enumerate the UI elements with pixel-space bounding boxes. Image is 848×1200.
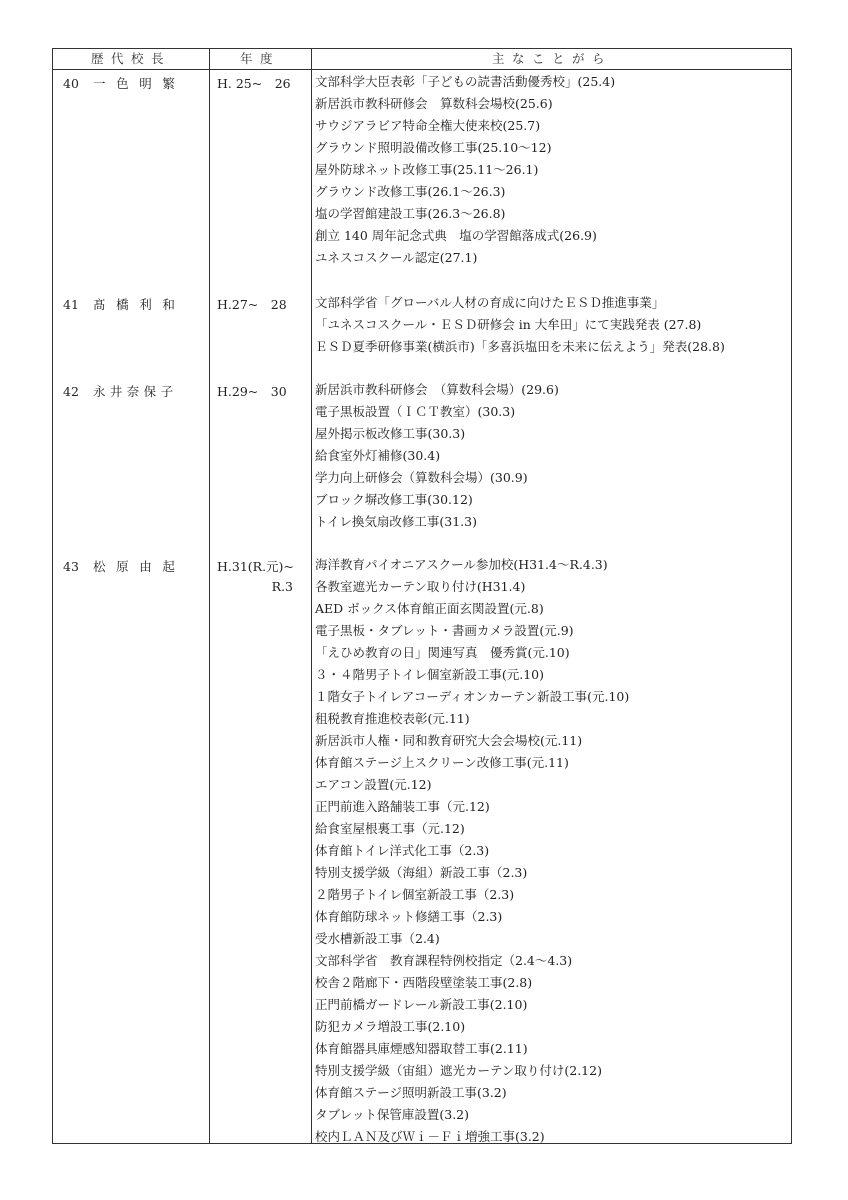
principal-name: 髙橋利和 — [93, 297, 186, 312]
event-item: 新居浜市人権・同和教育研究大会会場校(元.11) — [315, 733, 583, 748]
event-item: グラウンド照明設備改修工事(25.10～12) — [315, 140, 552, 155]
principal-name: 一色明繁 — [93, 76, 186, 91]
events-list-41 — [315, 292, 725, 358]
event-item: 新居浜市教科研修会 （算数科会場）(29.6) — [315, 382, 559, 397]
history-table — [52, 48, 792, 1144]
events-list-43 — [315, 554, 629, 1148]
event-item: ユネスコスクール認定(27.1) — [315, 250, 478, 265]
event-item: 体育館器具庫煙感知器取替工事(2.11) — [315, 1041, 528, 1056]
event-item: 給食室屋根裏工事（元.12) — [315, 821, 465, 836]
event-item: 体育館防球ネット修繕工事（2.3) — [315, 909, 503, 924]
term-years-end: R.3 — [271, 579, 293, 594]
event-item: ブロック塀改修工事(30.12) — [315, 492, 473, 507]
principal-number: 43 — [63, 559, 79, 574]
term-years: H. 25~ 26 — [217, 76, 291, 91]
principal-41 — [63, 295, 186, 313]
term-years: H.31(R.元)~ — [217, 559, 294, 574]
events-list-42 — [315, 379, 559, 533]
term-years: H.29~ 30 — [217, 384, 287, 399]
event-item: 創立 140 周年記念式典 塩の学習館落成式(26.9) — [315, 228, 597, 243]
header-years: 年度 — [239, 51, 280, 66]
event-item: AED ボックス体育館正面玄関設置(元.8) — [315, 601, 544, 616]
events-list-40 — [315, 71, 615, 269]
event-item: 校舎２階廊下・西階段壁塗装工事(2.8) — [315, 975, 533, 990]
event-item: 防犯カメラ増設工事(2.10) — [315, 1019, 466, 1034]
event-item: 受水槽新設工事（2.4) — [315, 931, 440, 946]
principal-42 — [63, 382, 177, 400]
event-item: グラウンド改修工事(26.1～26.3) — [315, 184, 506, 199]
event-item: 租税教育推進校表彰(元.11) — [315, 711, 470, 726]
event-item: ３・４階男子トイレ個室新設工事(元.10) — [315, 667, 545, 682]
event-item: 特別支援学級（海組）新設工事（2.3) — [315, 865, 528, 880]
event-item: 体育館ステージ照明新設工事(3.2) — [315, 1085, 507, 1100]
event-item: 海洋教育パイオニアスクール参加校(H31.4～R.4.3) — [315, 557, 608, 572]
event-item: 屋外掲示板改修工事(30.3) — [315, 426, 466, 441]
event-item: 特別支援学級（宙組）遮光カーテン取り付け(2.12) — [315, 1063, 602, 1078]
event-item: エアコン設置(元.12) — [315, 777, 432, 792]
column-divider — [311, 49, 312, 1143]
event-item: 「ユネスコスクール・ＥＳＤ研修会 in 大牟田」にて実践発表 (27.8) — [315, 317, 702, 332]
event-item: サウジアラビア特命全権大使来校(25.7) — [315, 118, 541, 133]
term-years: H.27~ 28 — [217, 297, 287, 312]
event-item: 電子黒板・タブレット・書画カメラ設置(元.9) — [315, 623, 574, 638]
header-divider — [53, 69, 791, 70]
event-item: 学力向上研修会（算数科会場）(30.9) — [315, 470, 528, 485]
event-item: 「えひめ教育の日」関連写真 優秀賞(元.10) — [315, 645, 570, 660]
event-item: ＥＳＤ夏季研修事業(横浜市)「多喜浜塩田を未来に伝えよう」発表(28.8) — [315, 339, 725, 354]
event-item: 電子黒板設置（ＩＣＴ教室）(30.3) — [315, 404, 516, 419]
principal-name: 松原由起 — [93, 559, 186, 574]
event-item: 体育館トイレ洋式化工事（2.3) — [315, 843, 490, 858]
principal-43 — [63, 557, 186, 575]
principal-number: 41 — [63, 297, 79, 312]
event-item: 文部科学省「グローバル人材の育成に向けたＥＳＤ推進事業」 — [315, 295, 665, 310]
event-item: 文部科学大臣表彰「子どもの読書活動優秀校」(25.4) — [315, 74, 616, 89]
event-item: 給食室外灯補修(30.4) — [315, 448, 441, 463]
event-item: ２階男子トイレ個室新設工事（2.3) — [315, 887, 515, 902]
principal-name: 永井奈保子 — [93, 384, 178, 399]
event-item: タブレット保管庫設置(3.2) — [315, 1107, 470, 1122]
principal-number: 40 — [63, 76, 79, 91]
principal-number: 42 — [63, 384, 79, 399]
column-divider — [209, 49, 210, 1143]
event-item: 文部科学省 教育課程特例校指定（2.4～4.3) — [315, 953, 573, 968]
event-item: トイレ換気扇改修工事(31.3) — [315, 514, 477, 529]
event-item: 新居浜市教科研修会 算数科会場校(25.6) — [315, 96, 553, 111]
header-principal: 歴代校長 — [90, 51, 171, 66]
principal-40 — [63, 74, 186, 92]
event-item: 正門前橋ガードレール新設工事(2.10) — [315, 997, 528, 1012]
event-item: 屋外防球ネット改修工事(25.11～26.1) — [315, 162, 539, 177]
event-item: １階女子トイレアコーディオンカーテン新設工事(元.10) — [315, 689, 630, 704]
event-item: 塩の学習館建設工事(26.3～26.8) — [315, 206, 506, 221]
event-item: 校内ＬＡＮ及びＷｉ－Ｆｉ増強工事(3.2) — [315, 1129, 545, 1144]
event-item: 各教室遮光カーテン取り付け(H31.4) — [315, 579, 526, 594]
header-events: 主なことがら — [491, 51, 612, 66]
event-item: 正門前進入路舗装工事（元.12) — [315, 799, 490, 814]
event-item: 体育館ステージ上スクリーン改修工事(元.11) — [315, 755, 569, 770]
